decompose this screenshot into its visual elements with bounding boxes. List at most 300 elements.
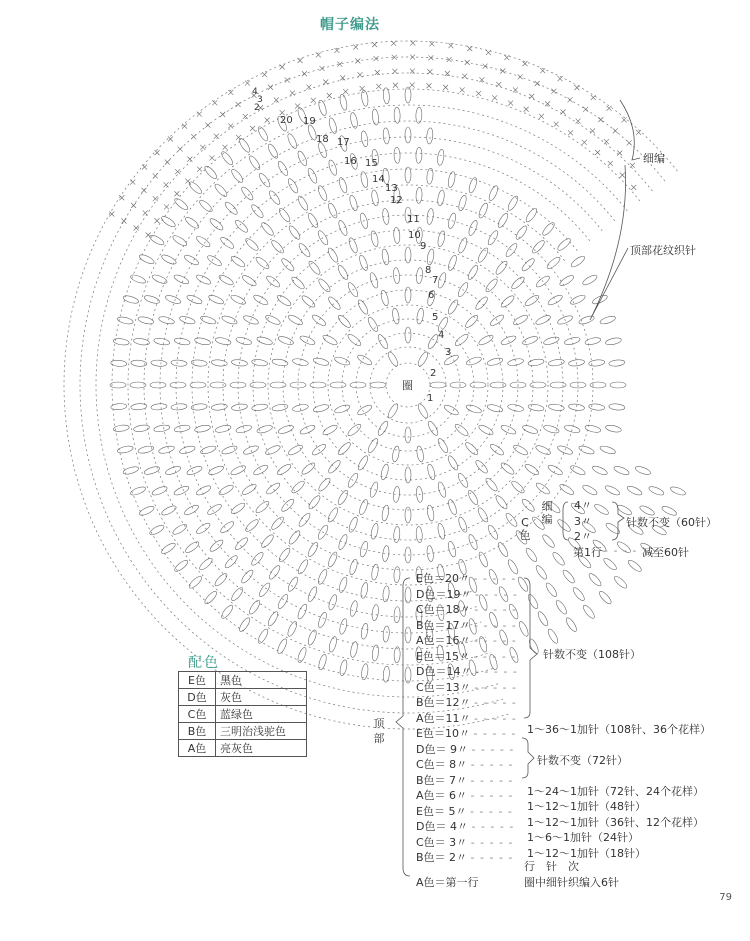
- chart-petal: [522, 424, 539, 435]
- chart-petal: [158, 315, 175, 325]
- top-row: [416, 804, 518, 820]
- dash: - - - -: [604, 544, 638, 557]
- chart-petal: [466, 264, 479, 281]
- chart-petal: [544, 582, 558, 599]
- chart-petal: [131, 403, 147, 410]
- top-row: [416, 850, 518, 866]
- top-rows: [416, 571, 518, 866]
- chart-petal: [173, 197, 189, 212]
- chart-petal: [416, 308, 425, 325]
- chart-petal: [113, 338, 130, 346]
- label-top-pattern: 顶部花纹织针: [630, 244, 696, 257]
- chart-petal: [188, 180, 204, 195]
- chart-x-mark: [274, 97, 279, 102]
- chart-petal: [547, 463, 564, 476]
- chart-petal: [524, 547, 538, 563]
- dash: - - - - -: [473, 649, 517, 663]
- chart-petal: [337, 534, 349, 551]
- chart-x-mark: [504, 55, 509, 60]
- chart-petal: [317, 611, 328, 628]
- chart-petal: [370, 523, 379, 540]
- chart-petal: [317, 568, 329, 585]
- chart-petal: [264, 444, 281, 456]
- chart-petal: [235, 336, 252, 346]
- chart-x-mark: [492, 95, 497, 100]
- edge-row1: 第1行: [573, 546, 602, 559]
- dash: - - - - -: [474, 587, 518, 601]
- chart-x-mark: [496, 82, 501, 87]
- chart-petal: [457, 194, 467, 211]
- chart-petal: [380, 463, 390, 480]
- chart-petal: [310, 382, 326, 388]
- chart-petal: [287, 529, 301, 545]
- chart-petal: [286, 177, 299, 194]
- chart-x-mark: [220, 112, 225, 117]
- chart-petal: [535, 314, 552, 326]
- chart-petal: [605, 337, 622, 346]
- chart-x-mark: [568, 97, 573, 102]
- chart-x-mark: [130, 180, 135, 185]
- chart-x-mark: [205, 123, 210, 128]
- top-row: [416, 587, 518, 603]
- chart-petal: [203, 590, 218, 606]
- round-number: 10: [408, 230, 421, 241]
- chart-petal: [416, 446, 425, 463]
- chart-petal: [394, 107, 401, 123]
- chart-petal: [446, 299, 459, 316]
- chart-petal: [143, 465, 160, 476]
- chart-petal: [348, 194, 358, 211]
- chart-petal: [265, 481, 281, 496]
- chart-x-mark: [391, 41, 396, 46]
- chart-x-mark: [212, 100, 217, 105]
- chart-petal: [160, 504, 177, 517]
- chart-petal: [238, 616, 252, 633]
- row-label: D色＝19〃: [416, 587, 472, 601]
- chart-petal: [317, 277, 332, 293]
- chart-petal: [489, 443, 505, 457]
- chart-petal: [361, 90, 369, 107]
- top-row: [416, 695, 518, 711]
- chart-petal: [430, 382, 446, 388]
- chart-petal: [599, 315, 616, 326]
- chart-petal: [528, 638, 540, 655]
- chart-x-mark: [467, 46, 472, 51]
- chart-petal: [234, 536, 250, 551]
- color-legend-title: 配色: [188, 655, 220, 671]
- chart-petal: [211, 403, 228, 411]
- chart-arc: [144, 121, 615, 649]
- chart-petal: [317, 477, 332, 493]
- chart-petal: [186, 294, 203, 306]
- chart-x-mark: [168, 136, 173, 141]
- chart-petal: [110, 382, 126, 388]
- chart-x-mark: [535, 81, 540, 86]
- chart-x-mark: [630, 163, 635, 168]
- chart-petal: [578, 314, 595, 325]
- chart-petal: [338, 618, 348, 635]
- chart-x-mark: [410, 55, 415, 60]
- chart-petal: [311, 313, 327, 327]
- chart-petal: [405, 667, 411, 683]
- edge-row-2: 2〃: [574, 530, 592, 543]
- chart-petal: [254, 255, 270, 270]
- chart-petal: [297, 512, 312, 528]
- chart-x-mark: [197, 112, 202, 117]
- dash: - - - - -: [471, 742, 515, 756]
- chart-petal: [270, 239, 285, 255]
- chart-petal: [254, 500, 270, 515]
- chart-petal: [405, 467, 411, 483]
- chart-x-mark: [265, 118, 270, 123]
- chart-petal: [468, 177, 479, 194]
- chart-petal: [327, 295, 342, 311]
- chart-petal: [548, 403, 565, 411]
- chart-petal: [251, 358, 268, 366]
- color-legend-row: [179, 723, 307, 740]
- chart-petal: [186, 465, 203, 477]
- chart-petal: [220, 604, 235, 620]
- chart-petal: [381, 249, 390, 266]
- chart-petal: [183, 503, 200, 516]
- chart-petal: [548, 358, 565, 366]
- chart-petal: [307, 260, 322, 276]
- chart-petal: [206, 254, 223, 268]
- chart-petal: [584, 424, 601, 434]
- page-number: 79: [719, 892, 732, 903]
- chart-petal: [223, 554, 239, 570]
- chart-petal: [426, 420, 439, 437]
- chart-petal: [543, 336, 560, 346]
- chart-x-mark: [583, 107, 588, 112]
- chart-petal: [138, 253, 155, 265]
- chart-petal: [349, 600, 359, 617]
- chart-petal: [290, 275, 306, 290]
- chart-petal: [510, 275, 526, 290]
- chart-x-mark: [337, 62, 342, 67]
- chart-petal: [133, 337, 150, 345]
- chart-petal: [426, 249, 435, 266]
- chart-x-mark: [631, 185, 636, 190]
- chart-petal: [531, 239, 546, 255]
- chart-petal: [383, 626, 390, 642]
- chart-petal: [328, 117, 338, 134]
- chart-petal: [394, 607, 401, 623]
- chart-petal: [327, 551, 339, 568]
- chart-x-mark: [280, 65, 285, 70]
- chart-petal: [173, 273, 190, 285]
- chart-x-mark: [508, 101, 513, 106]
- chart-petal: [392, 446, 401, 463]
- note-r5: 1～12～1加针（48针）: [527, 800, 646, 813]
- chart-x-mark: [476, 91, 481, 96]
- dash: - - - - -: [470, 773, 514, 787]
- chart-petal: [208, 294, 225, 306]
- chart-petal: [571, 586, 586, 602]
- chart-x-mark: [245, 81, 250, 86]
- chart-petal: [386, 351, 399, 368]
- note-r10: 1～36～1加针（108针、36个花样）: [527, 723, 711, 736]
- chart-petal: [598, 590, 613, 606]
- dash: - - - - -: [469, 804, 513, 818]
- bracket-72: [522, 738, 534, 778]
- row-label: C色＝ 3〃: [416, 835, 468, 849]
- chart-petal: [290, 479, 306, 494]
- chart-petal: [210, 382, 226, 388]
- round-number: 4: [438, 330, 445, 341]
- chart-petal: [405, 167, 411, 183]
- chart-x-mark: [323, 79, 328, 84]
- round-number: 12: [390, 195, 403, 206]
- chart-x-mark: [320, 66, 325, 71]
- top-row: [416, 649, 518, 665]
- chart-petal: [350, 382, 366, 388]
- chart-petal: [504, 242, 519, 258]
- chart-petal: [296, 603, 308, 620]
- chart-petal: [143, 294, 160, 305]
- chart-petal: [405, 627, 411, 643]
- top-row: [416, 602, 518, 618]
- chart-petal: [464, 441, 480, 457]
- chart-petal: [569, 293, 586, 306]
- chart-petal: [234, 219, 250, 234]
- chart-petal: [260, 533, 275, 549]
- chart-petal: [360, 582, 369, 599]
- chart-petal: [334, 403, 351, 414]
- chart-petal: [561, 568, 576, 584]
- chart-petal: [474, 459, 489, 475]
- chart-x-mark: [591, 95, 596, 100]
- page-title: 帽子编法: [320, 17, 380, 33]
- chart-petal: [518, 620, 530, 637]
- chart-x-mark: [268, 85, 273, 90]
- chart-petal: [530, 382, 546, 388]
- chart-petal: [218, 483, 235, 496]
- chart-petal: [292, 403, 309, 412]
- chart-petal: [258, 582, 272, 599]
- chart-petal: [122, 465, 139, 475]
- round-number: 16: [344, 156, 357, 167]
- chart-x-mark: [460, 87, 465, 92]
- round-number: 6: [428, 290, 435, 301]
- top-row: [416, 680, 518, 696]
- chart-petal: [610, 382, 626, 388]
- dash: - - - - -: [474, 634, 517, 647]
- chart-petal: [405, 587, 411, 603]
- chart-x-mark: [357, 72, 362, 77]
- chart-petal: [366, 316, 379, 333]
- chart-petal: [347, 237, 358, 254]
- chart-petal: [581, 483, 598, 496]
- chart-petal: [500, 294, 516, 309]
- edge-note-unchanged: 针数不变（60针）: [626, 516, 717, 529]
- row-label: C色＝13〃: [416, 680, 471, 694]
- chart-x-mark: [561, 109, 566, 114]
- round-number: 2: [430, 368, 437, 379]
- color-name: 蓝绿色: [216, 706, 307, 723]
- chart-petal: [556, 518, 572, 533]
- chart-petal: [486, 229, 499, 246]
- edge-row-4: 4〃: [574, 499, 592, 512]
- edge-stitch-label: 细编: [541, 500, 553, 526]
- edge-row-3: 3〃: [574, 514, 592, 528]
- chart-x-mark: [155, 150, 160, 155]
- chart-petal: [512, 443, 529, 456]
- chart-petal: [130, 485, 147, 496]
- chart-petal: [299, 424, 316, 436]
- chart-petal: [405, 247, 411, 263]
- row-label: E色＝ 5〃: [416, 804, 467, 818]
- chart-petal: [277, 547, 291, 563]
- chart-petal: [250, 382, 266, 388]
- chart-petal: [522, 335, 539, 346]
- chart-petal: [300, 294, 316, 309]
- chart-petal: [526, 593, 539, 610]
- chart-petal: [150, 382, 166, 388]
- chart-petal: [405, 427, 411, 443]
- chart-petal: [238, 137, 252, 154]
- chart-x-mark: [298, 58, 303, 63]
- chart-petal: [153, 424, 170, 433]
- chart-x-mark: [465, 60, 470, 65]
- chart-x-mark: [119, 195, 124, 200]
- chart-petal: [564, 424, 581, 434]
- chart-petal: [313, 357, 330, 367]
- chart-petal: [477, 551, 489, 568]
- chart-petal: [392, 308, 401, 325]
- top-row: [416, 773, 518, 789]
- chart-petal: [590, 382, 606, 388]
- chart-petal: [669, 485, 686, 496]
- chart-x-mark: [327, 93, 332, 98]
- chart-x-mark: [483, 64, 488, 69]
- chart-petal: [361, 663, 369, 680]
- chart-petal: [541, 221, 556, 237]
- chart-petal: [171, 359, 187, 366]
- chart-petal: [382, 208, 390, 225]
- chart-petal: [484, 277, 499, 293]
- chart-petal: [436, 437, 449, 454]
- chart-x-mark: [620, 173, 625, 178]
- chart-x-mark: [236, 135, 241, 140]
- chart-petal: [382, 545, 390, 562]
- chart-x-mark: [295, 104, 300, 109]
- chart-petal: [627, 558, 643, 573]
- chart-x-mark: [243, 114, 248, 119]
- chart-x-mark: [165, 160, 170, 165]
- chart-x-mark: [426, 83, 431, 88]
- chart-x-mark: [582, 140, 587, 145]
- chart-x-mark: [518, 74, 523, 79]
- leader-top-pattern: [590, 165, 628, 320]
- first-row-note: 圈中细针织编入6针: [524, 876, 619, 889]
- chart-petal: [578, 444, 595, 455]
- chart-petal: [426, 545, 434, 562]
- chart-x-mark: [540, 68, 545, 73]
- dash: - - - - -: [473, 727, 517, 740]
- chart-petal: [270, 515, 285, 531]
- chart-petal: [266, 143, 279, 160]
- chart-x-mark: [228, 90, 233, 95]
- top-row: [416, 742, 518, 758]
- dash: - - - - -: [474, 665, 518, 678]
- chart-petal: [383, 128, 390, 144]
- chart-petal: [300, 461, 316, 476]
- chart-petal: [252, 463, 269, 476]
- chart-petal: [198, 556, 214, 571]
- dash: - - - - -: [470, 789, 514, 802]
- chart-petal: [426, 168, 434, 185]
- top-row: [416, 757, 518, 773]
- chart-petal: [297, 242, 312, 258]
- chart-petal: [151, 485, 168, 497]
- chart-x-mark: [187, 157, 192, 162]
- chart-petal: [307, 494, 322, 510]
- chart-x-mark: [613, 128, 618, 133]
- chart-petal: [251, 403, 268, 411]
- chart-x-mark: [513, 87, 518, 92]
- chart-petal: [490, 382, 506, 388]
- chart-petal: [208, 464, 225, 476]
- chart-petal: [386, 403, 399, 420]
- chart-petal: [376, 420, 389, 437]
- chart-petal: [218, 273, 235, 286]
- chart-petal: [507, 403, 524, 412]
- chart-petal: [307, 629, 318, 646]
- chart-petal: [272, 358, 289, 367]
- chart-x-mark: [376, 84, 381, 89]
- chart-petal: [478, 333, 495, 346]
- chart-petal: [588, 359, 605, 367]
- row-label: C色＝ 8〃: [416, 758, 468, 771]
- chart-petal: [194, 337, 211, 346]
- chart-x-mark: [627, 140, 632, 145]
- color-name: 黑色: [216, 672, 307, 689]
- chart-petal: [244, 518, 260, 533]
- row-label: B色＝ 7〃: [416, 773, 468, 787]
- chart-x-mark: [590, 128, 595, 133]
- chart-petal: [405, 127, 411, 143]
- chart-petal: [327, 594, 338, 611]
- chart-x-mark: [617, 151, 622, 156]
- chart-petal: [605, 424, 622, 433]
- chart-petal: [200, 445, 217, 456]
- chart-x-mark: [622, 117, 627, 122]
- chart-petal: [327, 159, 338, 176]
- edge-color-label: C色: [519, 516, 531, 542]
- dash: - - - - -: [474, 680, 518, 694]
- chart-x-mark: [524, 107, 529, 112]
- chart-petal: [220, 150, 235, 166]
- chart-petal: [507, 358, 524, 367]
- chart-petal: [317, 99, 327, 116]
- chart-petal: [250, 551, 265, 567]
- chart-petal: [213, 572, 228, 588]
- chart-petal: [347, 516, 358, 533]
- note-r4: 1～12～1加针（36针、12个花样）: [527, 816, 704, 829]
- chart-petal: [286, 620, 298, 637]
- row-label: B色＝17〃: [416, 618, 471, 632]
- chart-petal: [268, 189, 282, 206]
- chart-petal: [184, 540, 200, 554]
- chart-petal: [528, 358, 545, 367]
- chart-petal: [122, 294, 139, 304]
- chart-petal: [416, 403, 429, 420]
- chart-arc: [64, 41, 677, 729]
- chart-petal: [165, 294, 182, 305]
- round-number: 20: [280, 115, 293, 126]
- chart-petal: [546, 628, 559, 645]
